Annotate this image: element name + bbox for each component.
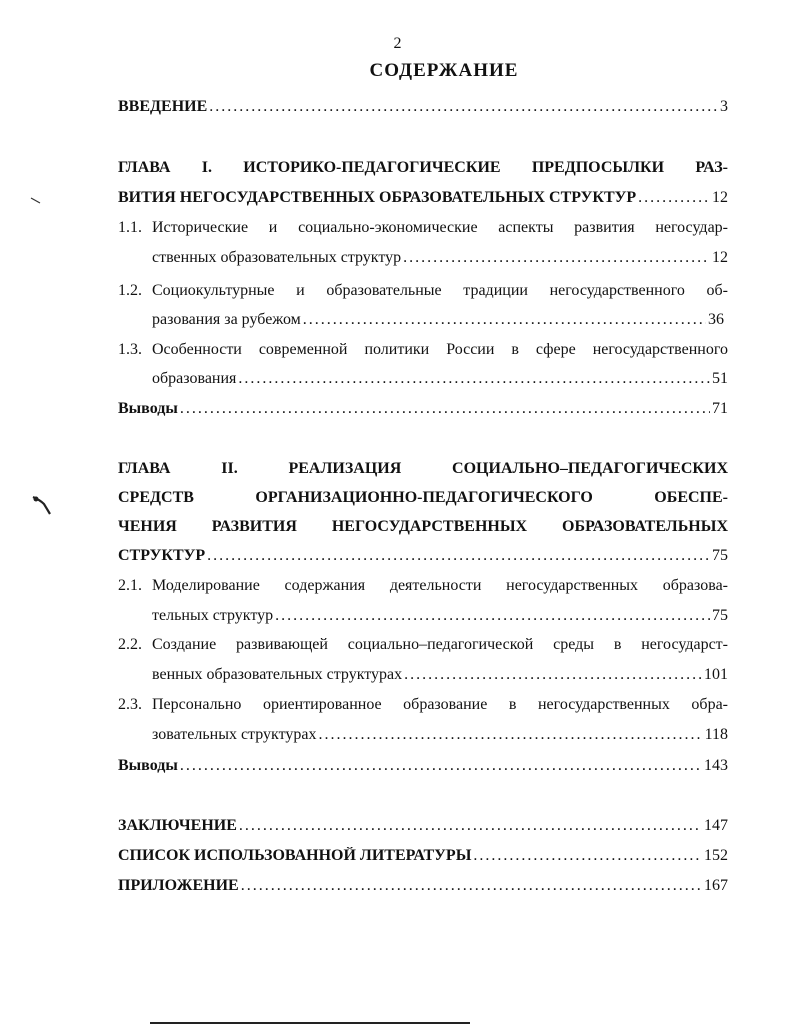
toc-entry-label: ВИТИЯ НЕГОСУДАРСТВЕННЫХ ОБРАЗОВАТЕЛЬНЫХ СТРУКТУР: [118, 189, 637, 206]
toc-entry-references[interactable]: [118, 847, 728, 865]
dot-leader: [303, 311, 706, 329]
toc-entry-label: тельных структур: [152, 607, 274, 624]
toc-entry-page: 118: [704, 726, 728, 743]
toc-entry-page: 75: [712, 607, 728, 624]
toc-entry-label: венных образовательных структурах: [152, 666, 403, 683]
section-1-1-line-1[interactable]: Исторические и социально-экономические аспекты развития негосудар-: [152, 219, 728, 236]
toc-entry-label: Выводы: [118, 400, 178, 417]
toc-entry-page: 152: [704, 847, 728, 864]
chapter-1-heading-line-1[interactable]: ГЛАВА I. ИСТОРИКО-ПЕДАГОГИЧЕСКИЕ ПРЕДПОСЫЛКИ РАЗ-: [118, 159, 728, 176]
dot-leader: [473, 847, 702, 865]
dot-leader: [209, 98, 718, 116]
dot-leader: [403, 249, 710, 267]
dot-leader: [180, 757, 702, 775]
section-number: 1.1.: [118, 219, 142, 236]
chapter-2-conclusions[interactable]: [118, 757, 728, 775]
section-number: 2.3.: [118, 696, 142, 713]
toc-entry-label: ВВЕДЕНИЕ: [118, 98, 208, 115]
toc-entry-label: образования: [152, 370, 237, 387]
toc-entry-page: 51: [712, 370, 728, 387]
toc-entry-page: 12: [712, 189, 728, 206]
toc-entry-page: 3: [720, 98, 728, 115]
toc-title: СОДЕРЖАНИЕ: [369, 60, 519, 81]
chapter-2-heading-line-1[interactable]: ГЛАВА II. РЕАЛИЗАЦИЯ СОЦИАЛЬНО–ПЕДАГОГИЧЕСКИХ: [118, 460, 728, 477]
section-1-2-line-1[interactable]: Социокультурные и образовательные традиции негосударственного об-: [152, 282, 728, 299]
dot-leader: [180, 400, 710, 418]
section-number: 1.3.: [118, 341, 142, 358]
dot-leader: [241, 877, 702, 895]
toc-entry-label: разования за рубежом: [152, 311, 301, 328]
toc-entry-page: 75: [712, 547, 728, 564]
section-2-1-line-2[interactable]: [152, 607, 728, 625]
page-number: 2: [393, 35, 402, 52]
chapter-1-heading-line-2[interactable]: [118, 189, 728, 207]
dot-leader: [239, 817, 702, 835]
section-1-3-line-1[interactable]: Особенности современной политики России в сфере негосударственного: [152, 341, 728, 358]
footer-rule: [150, 1022, 470, 1024]
dot-leader: [638, 189, 710, 207]
scan-speck: [30, 196, 42, 206]
section-2-2-line-1[interactable]: Создание развивающей социально–педагогической среды в негосударст-: [152, 636, 728, 653]
toc-entry-page: 71: [712, 400, 728, 417]
dot-leader: [275, 607, 710, 625]
toc-entry-page: 36: [708, 311, 724, 328]
toc-entry-conclusion[interactable]: [118, 817, 728, 835]
toc-entry-page: 12: [712, 249, 728, 266]
toc-entry-page: 147: [704, 817, 728, 834]
scan-speck: [30, 494, 54, 518]
toc-entry-page: 167: [704, 877, 728, 894]
toc-entry-label: ПРИЛОЖЕНИЕ: [118, 877, 239, 894]
chapter-1-conclusions[interactable]: [118, 400, 728, 418]
section-number: 2.1.: [118, 577, 142, 594]
section-number: 1.2.: [118, 282, 142, 299]
toc-entry-label: зовательных структурах: [152, 726, 317, 743]
section-2-3-line-1[interactable]: Персонально ориентированное образование в негосударственных обра-: [152, 696, 728, 713]
chapter-2-heading-line-4[interactable]: [118, 547, 728, 565]
toc-entry-label: СТРУКТУР: [118, 547, 206, 564]
section-1-1-line-2[interactable]: [152, 249, 728, 267]
chapter-2-heading-line-3[interactable]: ЧЕНИЯ РАЗВИТИЯ НЕГОСУДАРСТВЕННЫХ ОБРАЗОВАТЕЛЬНЫХ: [118, 518, 728, 535]
toc-entry-page: 143: [704, 757, 728, 774]
section-2-1-line-1[interactable]: Моделирование содержания деятельности негосударственных образова-: [152, 577, 728, 594]
dot-leader: [318, 726, 702, 744]
toc-entry-page: 101: [704, 666, 728, 683]
section-2-2-line-2[interactable]: [152, 666, 728, 684]
toc-entry-label: ственных образовательных структур: [152, 249, 402, 266]
toc-entry-intro[interactable]: [118, 98, 728, 116]
section-number: 2.2.: [118, 636, 142, 653]
chapter-2-heading-line-2[interactable]: СРЕДСТВ ОРГАНИЗАЦИОННО-ПЕДАГОГИЧЕСКОГО ОБЕСПЕ-: [118, 489, 728, 506]
section-2-3-line-2[interactable]: [152, 726, 728, 744]
dot-leader: [207, 547, 710, 565]
toc-entry-label: Выводы: [118, 757, 178, 774]
toc-entry-label: СПИСОК ИСПОЛЬЗОВАННОЙ ЛИТЕРАТУРЫ: [118, 847, 472, 864]
dot-leader: [404, 666, 702, 684]
toc-entry-appendix[interactable]: [118, 877, 728, 895]
toc-entry-label: ЗАКЛЮЧЕНИЕ: [118, 817, 237, 834]
dot-leader: [238, 370, 710, 388]
section-1-2-line-2[interactable]: [152, 311, 724, 329]
section-1-3-line-2[interactable]: [152, 370, 728, 388]
